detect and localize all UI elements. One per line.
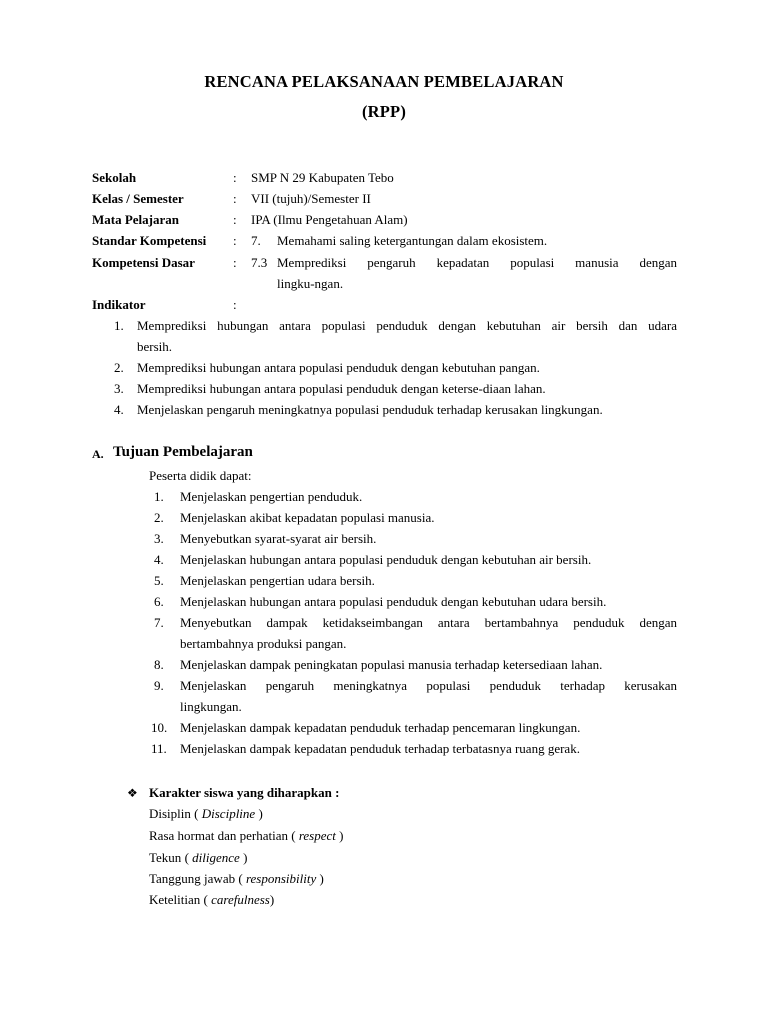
identity-value-continued: lingku-ngan.	[277, 276, 344, 291]
list-text: Menjelaskan dampak kepadatan penduduk terhadap pencemaran lingkungan.	[180, 720, 581, 735]
identity-colon: :	[233, 191, 237, 206]
indikator-colon: :	[233, 297, 237, 312]
identity-number: 7.3	[251, 255, 268, 270]
list-item	[149, 806, 263, 822]
karakter-english: respect	[298, 828, 336, 843]
list-number: 3.	[114, 381, 124, 396]
identity-colon: :	[233, 170, 237, 185]
list-text: Memprediksi hubungan antara populasi penduduk dengan keterse-diaan lahan.	[137, 381, 546, 396]
karakter-heading: Karakter siswa yang diharapkan :	[149, 785, 340, 800]
list-text: Menjelaskan pengaruh meningkatnya populasi penduduk terhadap kerusakan lingkungan.	[137, 402, 603, 417]
list-text: Menjelaskan pengaruh meningkatnya populasi penduduk terhadap kerusakan	[180, 678, 677, 693]
section-intro: Peserta didik dapat:	[149, 468, 252, 483]
list-text: Memprediksi hubungan antara populasi penduduk dengan kebutuhan air bersih dan udara	[137, 318, 677, 333]
identity-value: Memprediksi pengaruh kepadatan populasi manusia dengan	[277, 255, 677, 270]
list-number: 2.	[114, 360, 124, 375]
list-number: 10.	[151, 720, 168, 735]
list-number: 9.	[154, 678, 164, 693]
list-text: Menjelaskan hubungan antara populasi penduduk dengan kebutuhan udara bersih.	[180, 594, 607, 609]
karakter-text: Tanggung jawab	[149, 871, 236, 886]
paren-close: )	[316, 871, 324, 886]
indikator-label: Indikator	[92, 297, 146, 312]
paren-open: (	[235, 871, 246, 886]
karakter-english: Discipline	[201, 806, 256, 821]
list-text-continued: bersih.	[137, 339, 173, 354]
identity-label: Mata Pelajaran	[92, 212, 180, 227]
list-item	[149, 871, 324, 887]
paren-close: )	[255, 806, 263, 821]
list-text: Menyebutkan dampak ketidakseimbangan antara bertambahnya penduduk dengan	[180, 615, 677, 630]
list-number: 1.	[114, 318, 124, 333]
identity-colon: :	[233, 212, 237, 227]
identity-label: Kelas / Semester	[92, 191, 184, 206]
list-text: Menjelaskan hubungan antara populasi penduduk dengan kebutuhan air bersih.	[180, 552, 592, 567]
list-number: 5.	[154, 573, 164, 588]
list-number: 7.	[154, 615, 164, 630]
list-number: 8.	[154, 657, 164, 672]
list-text: Menjelaskan pengertian udara bersih.	[180, 573, 375, 588]
karakter-text: Disiplin	[149, 806, 191, 821]
identity-colon: :	[233, 255, 237, 270]
section-letter: A.	[92, 447, 104, 461]
list-number: 3.	[154, 531, 164, 546]
paren-open: (	[190, 806, 202, 821]
list-text: Memprediksi hubungan antara populasi penduduk dengan kebutuhan pangan.	[137, 360, 540, 375]
karakter-text: Rasa hormat dan perhatian	[149, 828, 288, 843]
identity-value: VII (tujuh)/Semester II	[251, 191, 371, 206]
identity-label: Sekolah	[92, 170, 137, 185]
list-text: Menjelaskan akibat kepadatan populasi manusia.	[180, 510, 435, 525]
karakter-english: responsibility	[245, 871, 317, 886]
list-text: Menjelaskan dampak kepadatan penduduk terhadap terbatasnya ruang gerak.	[180, 741, 580, 756]
list-number: 6.	[154, 594, 164, 609]
identity-value: SMP N 29 Kabupaten Tebo	[251, 170, 394, 185]
list-text: Menyebutkan syarat-syarat air bersih.	[180, 531, 377, 546]
list-number: 1.	[154, 489, 164, 504]
identity-number: 7.	[251, 233, 261, 248]
list-number: 11.	[151, 741, 167, 756]
document-subtitle: (RPP)	[361, 102, 407, 121]
list-text-continued: lingkungan.	[180, 699, 242, 714]
karakter-english: diligence	[192, 850, 240, 865]
identity-value: Memahami saling ketergantungan dalam ekosistem.	[277, 233, 548, 248]
identity-value: IPA (Ilmu Pengetahuan Alam)	[251, 212, 408, 227]
paren-close: )	[269, 892, 275, 907]
karakter-text: Tekun	[149, 850, 182, 865]
list-number: 2.	[154, 510, 164, 525]
karakter-text: Ketelitian	[149, 892, 201, 907]
paren-close: )	[239, 850, 248, 865]
paren-close: )	[335, 828, 344, 843]
list-text: Menjelaskan pengertian penduduk.	[180, 489, 363, 504]
identity-colon: :	[233, 233, 237, 248]
document-title: RENCANA PELAKSANAAN PEMBELAJARAN	[204, 72, 564, 91]
identity-label: Standar Kompetensi	[92, 233, 207, 248]
list-item	[149, 850, 247, 866]
paren-open: (	[287, 828, 299, 843]
list-item	[149, 828, 343, 844]
diamond-bullet-icon: ❖	[127, 786, 138, 800]
list-item	[149, 892, 274, 908]
paren-open: (	[181, 850, 193, 865]
list-number: 4.	[114, 402, 124, 417]
karakter-english: carefulness	[211, 892, 270, 907]
list-text-continued: bertambahnya produksi pangan.	[180, 636, 347, 651]
list-text: Menjelaskan dampak peningkatan populasi manusia terhadap ketersediaan lahan.	[180, 657, 603, 672]
paren-open: (	[200, 892, 212, 907]
section-heading: Tujuan Pembelajaran	[113, 444, 253, 460]
list-number: 4.	[154, 552, 164, 567]
identity-label: Kompetensi Dasar	[92, 255, 195, 270]
